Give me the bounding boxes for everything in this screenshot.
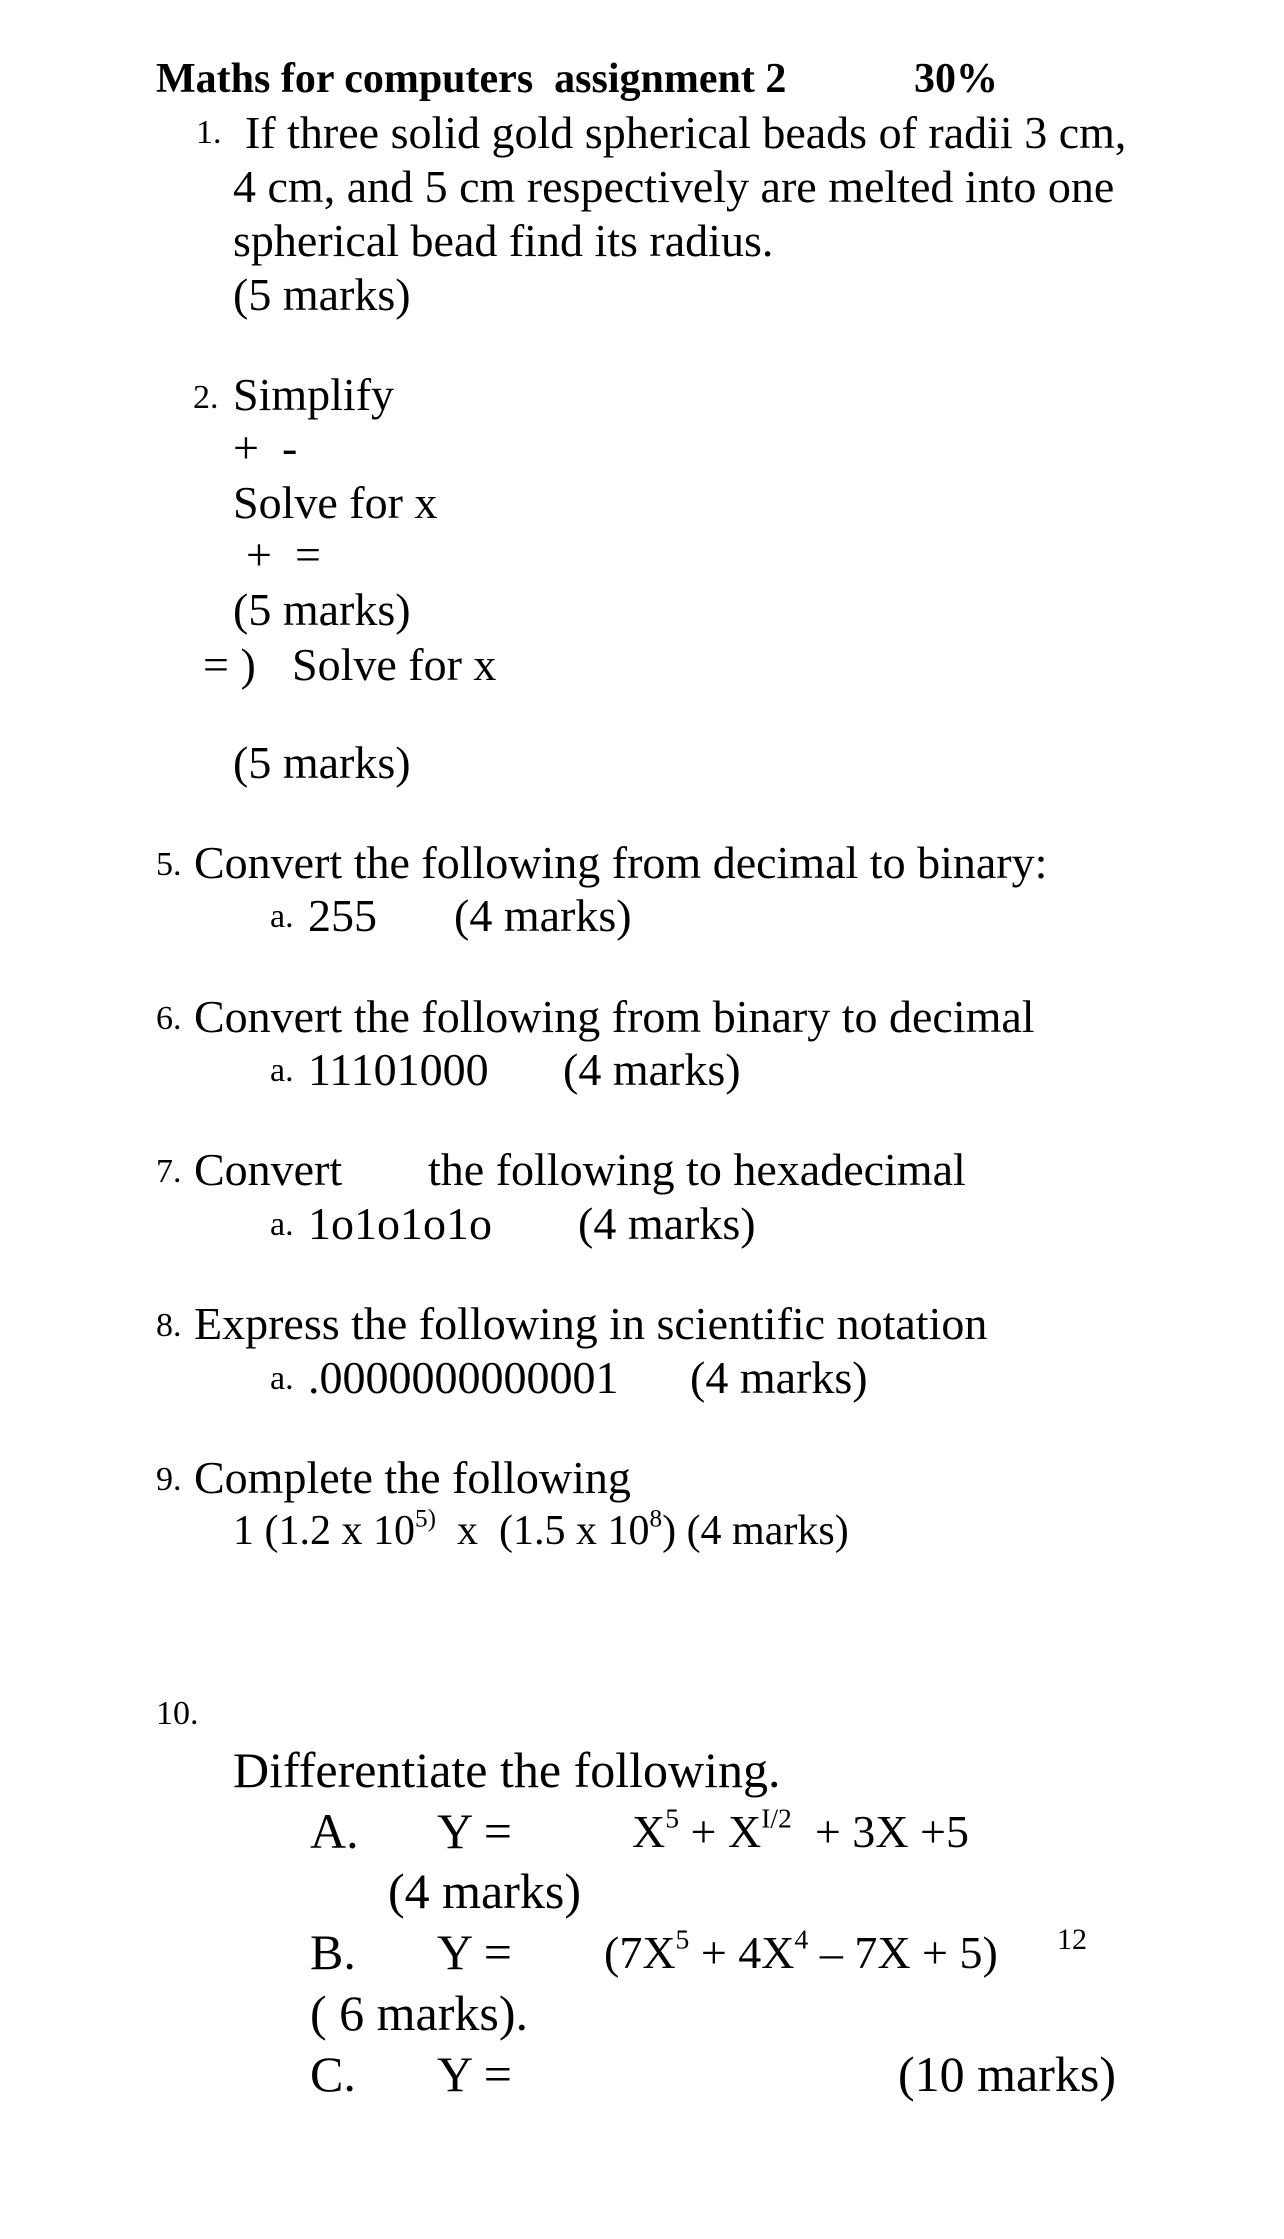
question-10c-marks: (10 marks): [898, 2046, 1116, 2102]
question-10b-power: 12: [1057, 1923, 1087, 1956]
question-6-marks: (4 marks): [563, 1044, 741, 1095]
question-7-word: Convert: [194, 1144, 343, 1195]
question-10a-marks: (4 marks): [388, 1863, 581, 1919]
question-7-number: 7.: [156, 1153, 182, 1190]
question-8-text: Express the following in scientific notation: [194, 1298, 988, 1349]
question-2-marks: (5 marks): [233, 584, 411, 635]
question-9-number: 9.: [156, 1461, 182, 1498]
question-10b-letter: B.: [310, 1924, 356, 1980]
question-2-expression-1: + -: [233, 422, 298, 473]
question-2-solve: Solve for x: [233, 477, 438, 528]
assignment-weight: 30%: [914, 56, 998, 102]
question-9-expression: 1 (1.2 x 10$^{5)}$ x (1.5 x $10^8$) (4 marks): [233, 1505, 849, 1554]
question-7-item-value: 1o1o1o1o: [308, 1198, 492, 1249]
question-5-number: 5.: [156, 846, 182, 883]
question-5-text: Convert the following from decimal to binary:: [194, 837, 1048, 888]
question-2-label: Simplify: [233, 369, 395, 420]
question-2-expression-2: + =: [246, 529, 321, 580]
question-8-item-letter: a.: [270, 1360, 294, 1397]
question-6-item-letter: a.: [270, 1052, 294, 1089]
question-3-prefix: = ): [203, 639, 256, 690]
question-8-marks: (4 marks): [690, 1352, 868, 1403]
question-1-line2: 4 cm, and 5 cm respectively are melted into one: [233, 161, 1115, 212]
question-10-heading: Differentiate the following.: [233, 1742, 781, 1798]
question-8-item-value: .0000000000001: [308, 1352, 619, 1403]
question-1-number: 1.: [196, 114, 222, 151]
question-10c-letter: C.: [310, 2046, 356, 2102]
question-10a-expression: $X^5 + X^{I/2} + 3X +5$: [632, 1802, 969, 1857]
question-10-number: 10.: [156, 1695, 199, 1732]
question-3-marks: (5 marks): [233, 737, 411, 788]
question-5-marks: (4 marks): [454, 890, 632, 941]
question-5-item-value: 255: [308, 890, 377, 941]
question-10c-y: Y =: [437, 2046, 512, 2102]
question-6-item-value: 11101000: [308, 1044, 489, 1095]
question-1-line1: If three solid gold spherical beads of radii 3 cm,: [245, 107, 1127, 158]
question-8-number: 8.: [156, 1307, 182, 1344]
question-10a-y: Y =: [437, 1803, 512, 1859]
question-6-number: 6.: [156, 1000, 182, 1037]
question-2-number: 2.: [193, 379, 219, 416]
question-10b-y: Y =: [437, 1924, 512, 1980]
question-7-marks: (4 marks): [578, 1198, 756, 1249]
question-5-item-letter: a.: [270, 898, 294, 935]
question-6-text: Convert the following from binary to decimal: [194, 991, 1035, 1042]
question-3-label: Solve for x: [292, 639, 497, 690]
question-1-line3: spherical bead find its radius.: [233, 215, 774, 266]
assignment-title: Maths for computers assignment 2: [156, 56, 787, 102]
question-10a-letter: A.: [310, 1803, 359, 1859]
question-1-marks: (5 marks): [233, 269, 411, 320]
question-10b-marks: ( 6 marks).: [310, 1985, 528, 2041]
question-7-item-letter: a.: [270, 1206, 294, 1243]
question-9-text: Complete the following: [194, 1452, 631, 1503]
question-10b-expression: $(7X^5 + 4X^4 - 7X + 5)$: [604, 1923, 998, 1978]
question-7-text: the following to hexadecimal: [428, 1144, 966, 1195]
